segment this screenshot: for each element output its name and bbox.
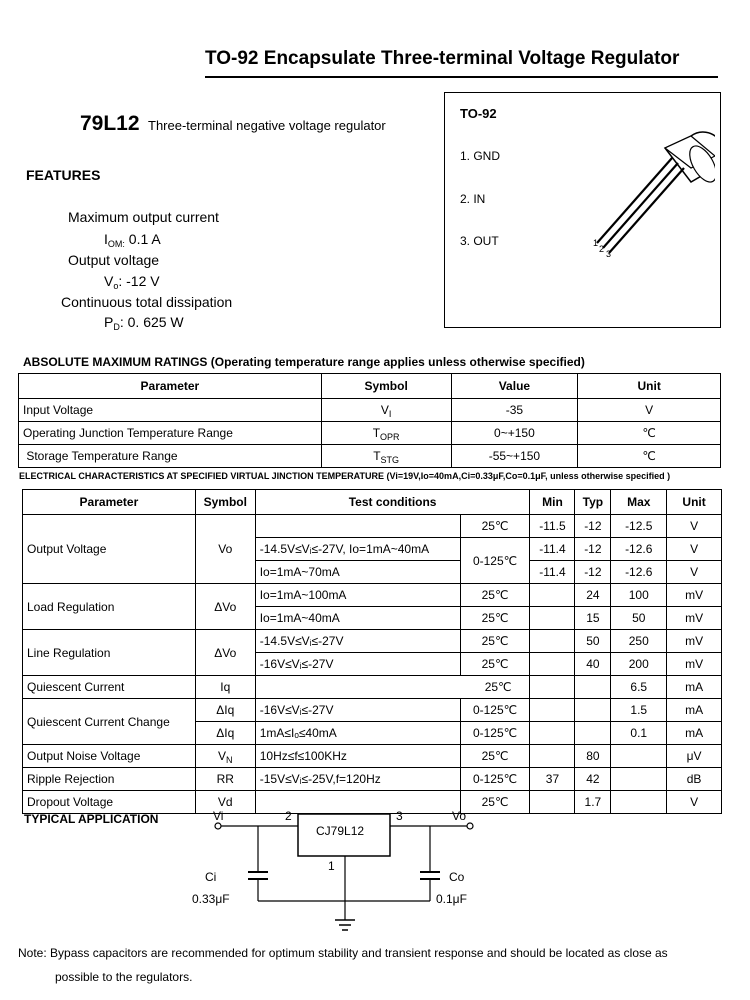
temp-cell: 25℃: [460, 653, 530, 676]
output-voltage-value: : -12 V: [118, 273, 160, 289]
abs-max-table: [18, 373, 721, 468]
temp-cell: 25℃: [255, 676, 530, 699]
co-label: Co: [449, 870, 465, 884]
unit-cell: dB: [667, 768, 722, 791]
pin2-label: 2. IN: [460, 192, 486, 206]
min-cell: 37: [530, 768, 575, 791]
col-header-symbol: Symbol: [195, 490, 255, 515]
col-header-parameter: Parameter: [23, 490, 196, 515]
ic-pin2-label: 2: [285, 809, 292, 823]
vi-label: Vi: [213, 809, 224, 823]
typ-cell: 50: [575, 630, 611, 653]
max-cell: -12.6: [611, 538, 667, 561]
condition-cell: [255, 515, 460, 538]
ic-label: CJ79L12: [316, 824, 365, 838]
part-heading: [80, 112, 386, 136]
min-cell: -11.4: [530, 561, 575, 584]
pkg-pin-num-3: 3: [606, 249, 612, 258]
table-row: [19, 399, 721, 422]
max-cell: [611, 745, 667, 768]
condition-cell: 1mA≤Iₒ≤40mA: [255, 722, 460, 745]
max-cell: 0.1: [611, 722, 667, 745]
symbol-text: V: [218, 749, 227, 763]
symbol-cell: [321, 445, 451, 468]
typ-cell: 42: [575, 768, 611, 791]
table-header-row: [19, 374, 721, 399]
vo-label: Vo: [452, 809, 467, 823]
co-value: 0.1μF: [436, 892, 467, 906]
dissipation-label: Continuous total dissipation: [61, 294, 233, 310]
ci-label: Ci: [205, 870, 217, 884]
max-current-line: [104, 231, 161, 247]
symbol-cell: [321, 422, 451, 445]
min-cell: [530, 653, 575, 676]
typ-cell: -12: [575, 515, 611, 538]
symbol-sub: OPR: [380, 432, 400, 442]
unit-cell: μV: [667, 745, 722, 768]
symbol-sub: STG: [380, 455, 400, 465]
features-heading: FEATURES: [26, 167, 101, 183]
col-header-value: Value: [451, 374, 578, 399]
min-cell: [530, 676, 575, 699]
note-line-2: possible to the regulators.: [55, 970, 193, 984]
min-cell: [530, 791, 575, 814]
value-cell: -35: [451, 399, 578, 422]
typ-cell: -12: [575, 538, 611, 561]
unit-cell: mA: [667, 699, 722, 722]
col-header-unit: Unit: [578, 374, 721, 399]
symbol-cell: [195, 745, 255, 768]
col-header-test-conditions: Test conditions: [255, 490, 530, 515]
pkg-pin-num-1: 1: [593, 238, 599, 248]
max-cell: [611, 791, 667, 814]
typ-cell: 80: [575, 745, 611, 768]
abs-max-heading: ABSOLUTE MAXIMUM RATINGS (Operating temperature range applies unless otherwise specified): [23, 355, 585, 369]
unit-cell: V: [667, 791, 722, 814]
dissipation-value: : 0. 625 W: [119, 314, 184, 330]
temp-cell: 25℃: [460, 791, 530, 814]
max-cell: [611, 768, 667, 791]
typ-cell: 1.7: [575, 791, 611, 814]
application-heading: TYPICAL APPLICATION: [24, 812, 159, 826]
max-current-label: Maximum output current: [68, 209, 219, 225]
output-voltage-label: Output voltage: [68, 252, 160, 268]
param-cell: Input Voltage: [19, 399, 322, 422]
min-cell: -11.5: [530, 515, 575, 538]
unit-cell: mV: [667, 607, 722, 630]
param-cell: Quiescent Current: [23, 676, 196, 699]
page-title: TO-92 Encapsulate Three-terminal Voltage Regulator: [205, 48, 680, 69]
unit-cell: V: [667, 538, 722, 561]
symbol-cell: ΔVo: [195, 630, 255, 676]
table-row: [23, 768, 722, 791]
max-cell: 50: [611, 607, 667, 630]
condition-cell: -14.5V≤Vᵢ≤-27V, Io=1mA~40mA: [255, 538, 460, 561]
elec-table: [22, 489, 722, 814]
output-voltage-line: [104, 273, 160, 289]
param-cell: Output Noise Voltage: [23, 745, 196, 768]
value-cell: -55~+150: [451, 445, 578, 468]
unit-cell: mA: [667, 722, 722, 745]
table-row: [23, 630, 722, 653]
symbol-cell: RR: [195, 768, 255, 791]
max-cell: -12.5: [611, 515, 667, 538]
table-row: [19, 422, 721, 445]
typ-cell: 15: [575, 607, 611, 630]
min-cell: [530, 722, 575, 745]
col-header-max: Max: [611, 490, 667, 515]
temp-cell: 0-125℃: [460, 538, 530, 584]
min-cell: [530, 630, 575, 653]
param-cell: Line Regulation: [23, 630, 196, 676]
max-cell: 250: [611, 630, 667, 653]
pin3-label: 3. OUT: [460, 234, 499, 248]
condition-cell: Io=1mA~100mA: [255, 584, 460, 607]
condition-cell: 10Hz≤f≤100KHz: [255, 745, 460, 768]
table-row: [23, 515, 722, 538]
table-row: [23, 676, 722, 699]
ci-value: 0.33μF: [192, 892, 230, 906]
table-row: [23, 745, 722, 768]
condition-cell: -14.5V≤Vᵢ≤-27V: [255, 630, 460, 653]
condition-cell: Io=1mA~70mA: [255, 561, 460, 584]
col-header-min: Min: [530, 490, 575, 515]
unit-cell: V: [578, 399, 721, 422]
col-header-parameter: Parameter: [19, 374, 322, 399]
value-cell: 0~+150: [451, 422, 578, 445]
unit-cell: ℃: [578, 445, 721, 468]
output-voltage-symbol: V: [104, 273, 114, 289]
unit-cell: V: [667, 515, 722, 538]
typ-cell: 40: [575, 653, 611, 676]
condition-cell: -15V≤Vᵢ≤-25V,f=120Hz: [255, 768, 460, 791]
symbol-cell: Vd: [195, 791, 255, 814]
min-cell: [530, 699, 575, 722]
unit-cell: mV: [667, 584, 722, 607]
symbol-text: T: [373, 449, 381, 463]
param-cell: Load Regulation: [23, 584, 196, 630]
table-header-row: [23, 490, 722, 515]
symbol-cell: Vo: [195, 515, 255, 584]
unit-cell: ℃: [578, 422, 721, 445]
temp-cell: 25℃: [460, 515, 530, 538]
temp-cell: 25℃: [460, 584, 530, 607]
param-cell: Dropout Voltage: [23, 791, 196, 814]
unit-cell: mA: [667, 676, 722, 699]
note-line-1: Note: Bypass capacitors are recommended for optimum stability and transient response and should be located as close as: [18, 946, 668, 960]
col-header-unit: Unit: [667, 490, 722, 515]
unit-cell: mV: [667, 653, 722, 676]
elec-heading: ELECTRICAL CHARACTERISTICS AT SPECIFIED VIRTUAL JINCTION TEMPERATURE (Vi=19V,Io=40mA,Ci=0.33μF,Co=0.1μF, unless otherwise specified ): [19, 471, 671, 481]
ic-pin3-label: 3: [396, 809, 403, 823]
temp-cell: 0-125℃: [460, 722, 530, 745]
pin1-label: 1. GND: [460, 149, 501, 163]
min-cell: [530, 607, 575, 630]
output-voltage-sub: o: [113, 281, 119, 291]
table-row: [23, 584, 722, 607]
max-current-symbol: I: [104, 231, 108, 247]
ic-pin1-label: 1: [328, 859, 335, 873]
condition-cell: -16V≤Vᵢ≤-27V: [255, 699, 460, 722]
param-cell: Ripple Rejection: [23, 768, 196, 791]
symbol-sub: N: [226, 755, 233, 765]
temp-cell: 25℃: [460, 745, 530, 768]
dissipation-symbol: P: [104, 314, 114, 330]
temp-cell: 0-125℃: [460, 768, 530, 791]
param-cell: Operating Junction Temperature Range: [19, 422, 322, 445]
min-cell: -11.4: [530, 538, 575, 561]
title-underline: [205, 76, 718, 78]
temp-cell: 25℃: [460, 607, 530, 630]
unit-cell: V: [667, 561, 722, 584]
typ-cell: [575, 722, 611, 745]
table-row: [19, 445, 721, 468]
symbol-text: V: [380, 403, 389, 417]
dissipation-sub: D: [113, 322, 120, 332]
param-cell: Quiescent Current Change: [23, 699, 196, 745]
typ-cell: 24: [575, 584, 611, 607]
max-cell: 200: [611, 653, 667, 676]
param-cell: Output Voltage: [23, 515, 196, 584]
symbol-sub: I: [388, 409, 392, 419]
symbol-text: T: [372, 426, 381, 440]
symbol-cell: ΔIq: [195, 722, 255, 745]
min-cell: [530, 745, 575, 768]
table-row: [23, 699, 722, 722]
max-cell: 100: [611, 584, 667, 607]
part-number: 79L12: [80, 112, 140, 135]
typ-cell: [575, 699, 611, 722]
min-cell: [530, 584, 575, 607]
temp-cell: 0-125℃: [460, 699, 530, 722]
typ-cell: [575, 676, 611, 699]
part-description: Three-terminal negative voltage regulator: [148, 118, 386, 133]
package-title: TO-92: [460, 106, 497, 121]
pkg-pin-num-2: 2: [599, 244, 605, 254]
col-header-typ: Typ: [575, 490, 611, 515]
typ-cell: -12: [575, 561, 611, 584]
max-current-value: 0.1 A: [124, 231, 161, 247]
temp-cell: 25℃: [460, 630, 530, 653]
condition-cell: Io=1mA~40mA: [255, 607, 460, 630]
max-current-sub: OM:: [107, 239, 125, 249]
package-box: [444, 92, 721, 328]
dissipation-line: [104, 314, 184, 330]
symbol-cell: [321, 399, 451, 422]
to92-package-drawing: [515, 128, 715, 258]
symbol-cell: ΔVo: [195, 584, 255, 630]
max-cell: 6.5: [611, 676, 667, 699]
condition-cell: -16V≤Vᵢ≤-27V: [255, 653, 460, 676]
unit-cell: mV: [667, 630, 722, 653]
max-cell: 1.5: [611, 699, 667, 722]
symbol-cell: ΔIq: [195, 699, 255, 722]
application-circuit: [180, 808, 480, 943]
max-cell: -12.6: [611, 561, 667, 584]
symbol-cell: Iq: [195, 676, 255, 699]
col-header-symbol: Symbol: [321, 374, 451, 399]
param-cell: Storage Temperature Range: [19, 445, 322, 468]
